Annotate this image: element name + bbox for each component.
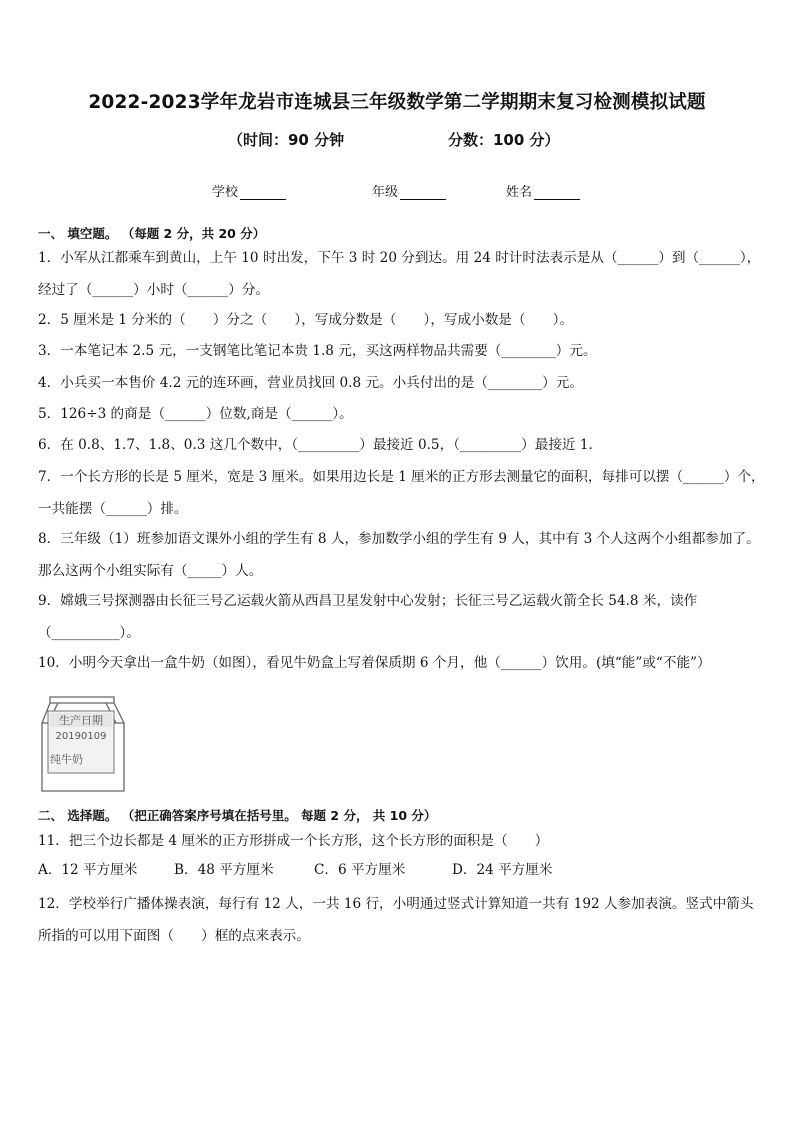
section-heading-choice: 二、 选择题。 （把正确答案序号填在括号里。 每题 2 分， 共 10 分） xyxy=(38,808,437,823)
milk-date-text: 20190109 xyxy=(55,731,107,742)
question-11: 11．把三个边长都是 4 厘米的正方形拼成一个长方形，这个长方形的面积是（ ） xyxy=(38,833,549,849)
question-7-line-2: 一共能摆（______）排。 xyxy=(38,501,188,517)
question-9-line-1: 9．嫦娥三号探测器由长征三号乙运载火箭从西昌卫星发射中心发射；长征三号乙运载火箭全长 54.8 米，读作 xyxy=(38,593,698,609)
school-blank xyxy=(240,186,286,200)
milk-product-text: 纯牛奶 xyxy=(50,753,83,766)
question-1-line-1: 1．小军从江都乘车到黄山，上午 10 时出发，下午 3 时 20 分到达。用 24 时计时法表示是从（______）到（______）， xyxy=(38,250,761,266)
grade-blank xyxy=(400,186,446,200)
question-12-line-2: 所指的可以用下面图（ ）框的点来表示。 xyxy=(38,928,310,944)
option-d: D．24 平方厘米 xyxy=(452,862,553,878)
option-c: C．6 平方厘米 xyxy=(314,862,406,878)
question-2: 2．5 厘米是 1 分米的（ ）分之（ ），写成分数是（ ），写成小数是（ ）。 xyxy=(38,312,574,328)
section-heading-fill-in: 一、 填空题。 （每题 2 分，共 20 分） xyxy=(38,226,266,241)
question-8-line-2: 那么这两个小组实际有（_____）人。 xyxy=(38,563,263,579)
grade-label: 年级 xyxy=(372,185,399,200)
question-1 xyxy=(38,242,764,306)
name-blank xyxy=(534,186,580,200)
question-8-line-1: 8．三年级（1）班参加语文课外小组的学生有 8 人，参加数学小组的学生有 9 人，其中有 3 个人这两个小组都参加了。 xyxy=(38,531,760,547)
exam-time: （时间：90 分钟 xyxy=(228,131,345,149)
question-5: 5．126÷3 的商是（______）位数,商是（______）。 xyxy=(38,406,353,422)
question-7-line-1: 7．一个长方形的长是 5 厘米，宽是 3 厘米。如果用边长是 1 厘米的正方形去测量它的面积，每排可以摆（______）个， xyxy=(38,469,765,485)
question-1-line-2: 经过了（______）小时（______）分。 xyxy=(38,282,270,298)
milk-carton-figure xyxy=(36,693,132,793)
option-a: A．12 平方厘米 xyxy=(38,862,138,878)
question-9-line-2: （__________）。 xyxy=(38,625,140,641)
grade-field xyxy=(372,181,446,200)
question-4: 4．小兵买一本售价 4.2 元的连环画，营业员找回 0.8 元。小兵付出的是（________）元。 xyxy=(38,375,583,391)
school-field xyxy=(212,181,286,200)
exam-meta xyxy=(0,129,794,151)
name-label: 姓名 xyxy=(506,185,533,200)
question-11-options xyxy=(38,858,764,882)
question-6: 6．在 0.8、1.7、1.8、0.3 这几个数中，（_________）最接近 0.5，（_________）最接近 1． xyxy=(38,437,603,453)
page-title: 2022-2023学年龙岩市连城县三年级数学第二学期期末复习检测模拟试题 xyxy=(88,92,706,113)
exam-score: 分数：100 分） xyxy=(448,131,560,149)
question-9 xyxy=(38,585,764,649)
school-label: 学校 xyxy=(212,185,239,200)
name-field xyxy=(506,181,580,200)
option-b: B．48 平方厘米 xyxy=(174,862,274,878)
question-12 xyxy=(38,888,764,952)
milk-label-text: 生产日期 xyxy=(59,714,103,727)
question-12-line-1: 12．学校举行广播体操表演，每行有 12 人，一共 16 行，小明通过竖式计算知道一共有 192 人参加表演。竖式中箭头 xyxy=(38,896,754,912)
question-7 xyxy=(38,461,764,525)
question-3: 3．一本笔记本 2.5 元，一支钢笔比笔记本贵 1.8 元，买这两样物品共需要（________）元。 xyxy=(38,343,597,359)
question-10: 10．小明今天拿出一盒牛奶（如图），看见牛奶盒上写着保质期 6 个月，他（______）饮用。(填“能”或“不能”） xyxy=(38,655,711,671)
student-info-row xyxy=(0,181,794,201)
question-8 xyxy=(38,523,764,587)
